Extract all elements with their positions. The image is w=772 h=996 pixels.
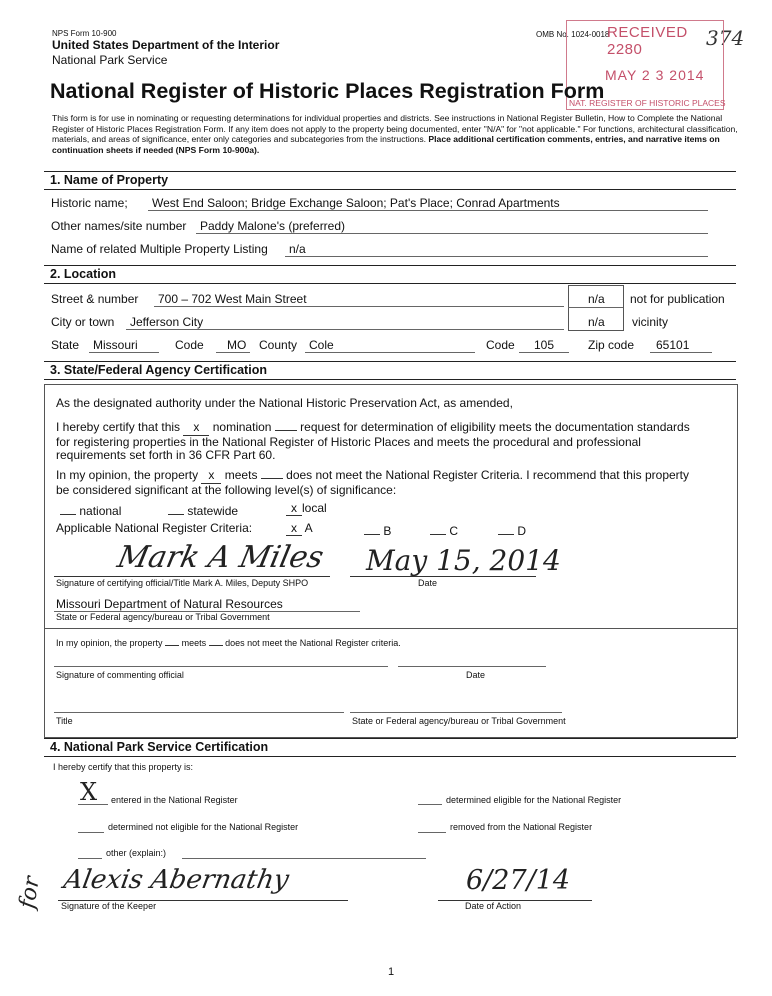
criteria-b-label: B [383, 524, 392, 538]
city-label: City or town [51, 315, 115, 329]
op2a: In my opinion, the property [56, 638, 163, 648]
entered-mark: X [80, 778, 98, 806]
form-title: National Register of Historic Places Registration Form [50, 79, 605, 103]
other-names-value[interactable]: Paddy Malone's (preferred) [200, 219, 346, 233]
s3-p1: As the designated authority under the National Historic Preservation Act, as amended, [56, 396, 513, 410]
mpl-value[interactable]: n/a [289, 242, 306, 256]
meets-check[interactable]: x [201, 469, 221, 484]
county-label: County [259, 338, 298, 352]
criteria-b-check[interactable] [364, 521, 380, 535]
state-label: State [51, 338, 80, 352]
nfp-divider [568, 307, 623, 308]
action-date: 6/27/14 [466, 865, 571, 896]
comment-signature-line [54, 666, 388, 667]
s3-p2 [56, 417, 730, 463]
nfp-value[interactable]: n/a [588, 292, 605, 306]
stamp-received: RECEIVED 2280 [607, 24, 688, 58]
department-name: United States Department of the Interior [52, 38, 280, 52]
s3-p2c: request for determination of eligibility meets the documentation standards [300, 420, 690, 434]
other-label: other (explain:) [106, 848, 167, 858]
request-check[interactable] [275, 417, 297, 431]
handwritten-number: 374 [706, 26, 745, 50]
criteria-d [498, 521, 526, 538]
op2b: meets [181, 638, 207, 648]
comment-date-caption: Date [466, 670, 486, 680]
det-eligible-label: determined eligible for the National Register [446, 795, 622, 805]
historic-name-label: Historic name; [51, 196, 128, 210]
criteria-c-label: C [449, 524, 459, 538]
code2-value[interactable]: 105 [534, 338, 555, 352]
nomination-check[interactable]: x [183, 421, 209, 436]
local-check[interactable]: x [286, 501, 302, 516]
other-line[interactable] [78, 858, 102, 859]
form-number: NPS Form 10-900 [52, 29, 117, 38]
date-line [350, 576, 536, 577]
title-agency-caption: State or Federal agency/bureau or Tribal Government [352, 716, 566, 726]
national-check[interactable] [60, 501, 76, 515]
signature-line [54, 576, 330, 577]
county-value[interactable]: Cole [309, 338, 334, 352]
title-agency-line [350, 712, 562, 713]
section-2-title: 2. Location [50, 267, 116, 281]
stamp-register: NAT. REGISTER OF HISTORIC PLACES [569, 98, 726, 108]
code2-label: Code [486, 338, 515, 352]
zip-line [650, 352, 712, 353]
street-label: Street & number [51, 292, 139, 306]
street-value[interactable]: 700 – 702 West Main Street [158, 292, 307, 306]
s3-p2a: I hereby certify that this [56, 420, 181, 434]
op2-not-meet-check[interactable] [209, 636, 223, 646]
statewide-check[interactable] [168, 501, 184, 515]
title-caption: Title [56, 716, 73, 726]
mpl-line [285, 256, 708, 257]
section-4-title: 4. National Park Service Certification [50, 740, 269, 754]
agency-caption: State or Federal agency/bureau or Tribal Government [56, 612, 270, 622]
criteria-d-label: D [517, 524, 527, 538]
certifying-date: May 15, 2014 [366, 544, 561, 577]
section-4-header [44, 738, 736, 757]
intro-bold: Place additional certification comments, entries, and narrative items on continuation sheets if needed (NPS Form 10-900a). [52, 134, 720, 155]
section-3-title: 3. State/Federal Agency Certification [50, 363, 267, 377]
keeper-initials: for [14, 874, 46, 911]
criteria-a-check[interactable]: x [286, 521, 302, 536]
keeper-signature: Alexis Abernathy [61, 865, 292, 895]
s3-p3 [56, 465, 730, 497]
s3-p3d: be considered significant at the following level(s) of significance: [56, 482, 397, 497]
street-line [154, 306, 564, 307]
s3-p2d: for registering properties in the National Register of Historic Places and meets the procedural and professional [56, 434, 641, 449]
section-1-header [44, 171, 736, 190]
national-label: national [79, 504, 122, 518]
zip-label: Zip code [588, 338, 635, 352]
mpl-label: Name of related Multiple Property Listing [51, 242, 268, 256]
code-value[interactable]: MO [227, 338, 247, 352]
city-line [126, 329, 564, 330]
comment-date-line [398, 666, 546, 667]
s3-p2b: nomination [212, 420, 272, 434]
historic-name-value[interactable]: West End Saloon; Bridge Exchange Saloon; Pat's Place; Conrad Apartments [152, 196, 560, 210]
s3-p3a: In my opinion, the property [56, 468, 199, 482]
level-statewide [168, 501, 238, 518]
city-value[interactable]: Jefferson City [130, 315, 204, 329]
det-not-eligible-line[interactable] [78, 832, 104, 833]
intro-text [52, 113, 738, 155]
section-1-title: 1. Name of Property [50, 173, 169, 187]
omb-number: OMB No. 1024-0018 [536, 30, 610, 39]
section-2-header [44, 265, 736, 284]
criteria-c-check[interactable] [430, 521, 446, 535]
criteria-a-label: A [304, 521, 313, 535]
entered-label: entered in the National Register [111, 795, 238, 805]
s4-intro: I hereby certify that this property is: [53, 762, 194, 772]
s3-p3b: meets [224, 468, 258, 482]
code-label: Code [175, 338, 204, 352]
keeper-caption: Signature of the Keeper [61, 901, 157, 911]
page-number: 1 [388, 966, 395, 978]
op2c: does not meet the National Register criteria. [225, 638, 401, 648]
other-explain-line[interactable] [182, 858, 426, 859]
zip-value[interactable]: 65101 [656, 338, 690, 352]
state-line [89, 352, 159, 353]
statewide-label: statewide [187, 504, 239, 518]
other-names-line [196, 233, 708, 234]
criteria-b [364, 521, 391, 538]
county-line [305, 352, 475, 353]
op2-meets-check[interactable] [165, 636, 179, 646]
action-date-caption: Date of Action [465, 901, 522, 911]
s3-p2e: requirements set forth in 36 CFR Part 60. [56, 448, 276, 462]
criteria-label: Applicable National Register Criteria: [56, 521, 253, 535]
criteria-d-check[interactable] [498, 521, 514, 535]
removed-label: removed from the National Register [450, 822, 593, 832]
stamp-date: MAY 2 3 2014 [605, 67, 705, 83]
title-line [54, 712, 344, 713]
intro-body: This form is for use in nominating or requesting determinations for individual properties and districts. See instructions in National Register Bulletin, How to Complete the National Register of Historic Places Registration Form. If any item does not apply to the property being documented, enter "N/A" for "not applicable." For functions, architectural classification, materials, and areas of significance, enter only categories and subcategories from the instructions. [52, 113, 738, 144]
comment-caption: Signature of commenting official [56, 670, 184, 680]
not-meet-check[interactable] [261, 465, 283, 479]
date-caption: Date [418, 578, 438, 588]
signature-caption: Signature of certifying official/Title Mark A. Miles, Deputy SHPO [56, 578, 309, 588]
criteria-c [430, 521, 458, 538]
other-names-label: Other names/site number [51, 219, 187, 233]
section-3-header [44, 361, 736, 380]
opinion-divider [44, 628, 737, 629]
state-value[interactable]: Missouri [93, 338, 138, 352]
level-local [286, 501, 327, 516]
level-national [60, 501, 121, 518]
removed-line[interactable] [418, 832, 446, 833]
code-line [216, 352, 250, 353]
code2-line [519, 352, 569, 353]
det-eligible-line[interactable] [418, 804, 442, 805]
certifying-signature: Mark A Miles [114, 540, 327, 575]
opinion-2 [56, 636, 401, 648]
vicinity-label: vicinity [632, 315, 669, 329]
nfp-label: not for publication [630, 292, 725, 306]
criteria-a [286, 521, 313, 536]
s3-p3c: does not meet the National Register Criteria. I recommend that this property [286, 468, 689, 482]
agency-name: Missouri Department of Natural Resources [56, 597, 283, 611]
entered-line[interactable] [78, 804, 108, 805]
local-label: local [302, 501, 327, 515]
vicinity-value[interactable]: n/a [588, 315, 605, 329]
service-name: National Park Service [52, 53, 168, 67]
historic-name-line [148, 210, 708, 211]
det-not-eligible-label: determined not eligible for the National Register [108, 822, 299, 832]
